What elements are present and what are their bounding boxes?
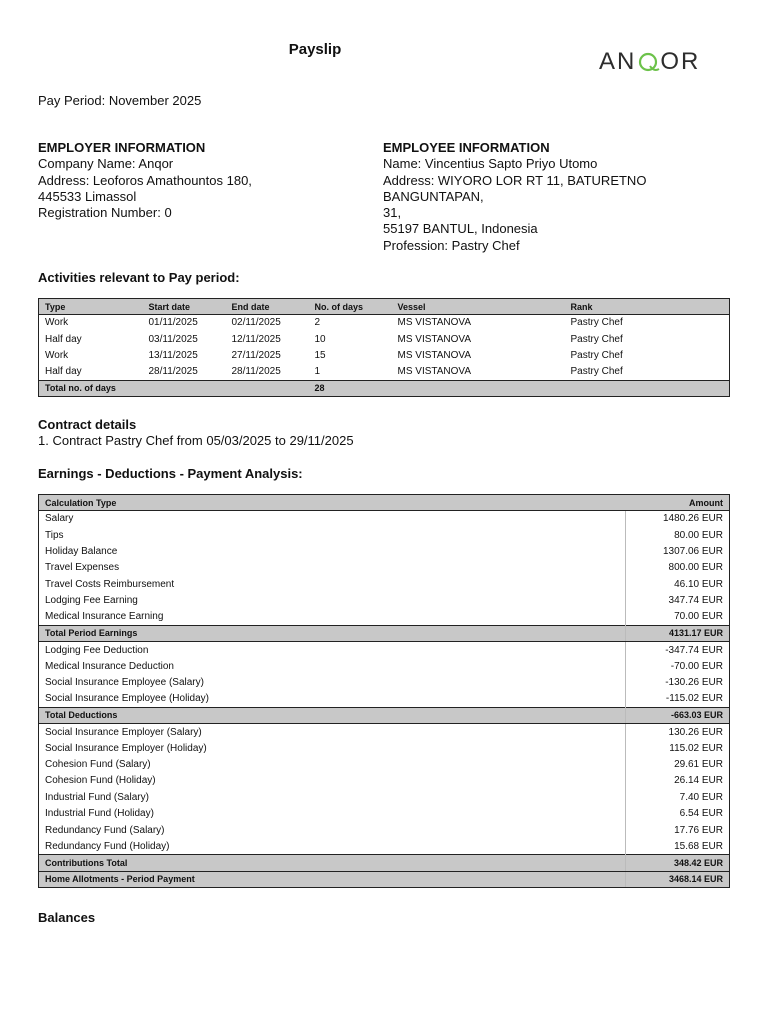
employer-address-line1: Address: Leoforos Amathountos 180, — [38, 172, 252, 188]
col-rank: Rank — [565, 299, 730, 315]
employer-registration-number: Registration Number: 0 — [38, 205, 172, 221]
table-row — [39, 773, 730, 789]
amount: 4131.17 EUR — [626, 625, 730, 641]
cell-rank: Pastry Chef — [570, 366, 623, 378]
table-row — [39, 724, 730, 740]
cell-start-date: 03/11/2025 — [148, 333, 198, 345]
amount: 17.76 EUR — [626, 822, 730, 838]
earnings-header-row — [39, 495, 730, 511]
employee-address-line2: 31, — [383, 205, 402, 221]
page-title: Payslip — [288, 41, 342, 58]
calculation-type: Cohesion Fund (Holiday) — [45, 775, 156, 787]
col-days: No. of days — [309, 299, 392, 315]
calculation-type: Salary — [45, 513, 74, 525]
amount: -347.74 EUR — [626, 642, 730, 658]
cell-start-date: 01/11/2025 — [148, 317, 198, 329]
employee-address-line1: Address: WIYORO LOR RT 11, BATURETNO BANGUNTAPAN, — [383, 172, 647, 204]
calculation-type: Industrial Fund (Salary) — [45, 791, 149, 803]
amount: 800.00 EUR — [626, 560, 730, 576]
amount: 130.26 EUR — [626, 724, 730, 740]
calculation-type: Social Insurance Employer (Salary) — [45, 726, 202, 738]
calculation-type: Industrial Fund (Holiday) — [45, 808, 154, 820]
table-row — [39, 543, 730, 559]
pay-period: Pay Period: November 2025 — [38, 93, 202, 108]
table-row — [39, 609, 730, 625]
cell-start-date: 13/11/2025 — [148, 349, 198, 361]
company-logo — [599, 46, 700, 78]
table-row — [39, 642, 730, 658]
contract-line: 1. Contract Pastry Chef from 05/03/2025 to 29/11/2025 — [38, 433, 354, 448]
table-row — [39, 592, 730, 608]
calculation-type: Social Insurance Employer (Holiday) — [45, 742, 207, 754]
employee-name: Name: Vincentius Sapto Priyo Utomo — [383, 156, 598, 172]
activities-header-row — [39, 299, 730, 315]
table-row — [39, 691, 730, 707]
table-row — [39, 674, 730, 690]
table-row — [39, 331, 730, 347]
col-vessel: Vessel — [392, 299, 565, 315]
col-type: Type — [39, 299, 143, 315]
employee-address-line3: 55197 BANTUL, Indonesia — [383, 221, 538, 237]
calculation-type: Contributions Total — [39, 855, 626, 871]
amount: 1480.26 EUR — [626, 511, 730, 527]
amount: 1307.06 EUR — [626, 543, 730, 559]
activities-total-row — [39, 380, 730, 396]
total-days-label: Total no. of days — [39, 380, 309, 396]
amount: 347.74 EUR — [626, 592, 730, 608]
table-row — [39, 511, 730, 527]
table-row — [39, 527, 730, 543]
calculation-type: Total Period Earnings — [39, 625, 626, 641]
cell-days: 2 — [314, 317, 321, 329]
employer-heading: EMPLOYER INFORMATION — [38, 140, 206, 155]
amount: 15.68 EUR — [626, 838, 730, 854]
contract-heading: Contract details — [38, 417, 137, 432]
total-row — [39, 707, 730, 723]
cell-rank: Pastry Chef — [570, 333, 623, 345]
cell-end-date: 02/11/2025 — [231, 317, 281, 329]
cell-type: Work — [45, 349, 69, 361]
balances-heading: Balances — [38, 910, 96, 925]
table-row — [39, 315, 730, 331]
amount: 348.42 EUR — [626, 855, 730, 871]
amount: 7.40 EUR — [626, 789, 730, 805]
earnings-table — [38, 494, 730, 888]
cell-vessel: MS VISTANOVA — [397, 333, 472, 345]
table-row — [39, 658, 730, 674]
calculation-type: Lodging Fee Deduction — [45, 644, 149, 656]
calculation-type: Holiday Balance — [45, 545, 118, 557]
amount: -115.02 EUR — [626, 691, 730, 707]
table-row — [39, 560, 730, 576]
cell-start-date: 28/11/2025 — [148, 366, 198, 378]
table-row — [39, 789, 730, 805]
logo-q-icon — [638, 52, 658, 72]
logo-text-left: AN — [599, 48, 637, 75]
col-end-date: End date — [226, 299, 309, 315]
cell-type: Half day — [45, 333, 82, 345]
table-row — [39, 806, 730, 822]
amount: 115.02 EUR — [626, 740, 730, 756]
cell-rank: Pastry Chef — [570, 317, 623, 329]
employer-company-name: Company Name: Anqor — [38, 156, 174, 172]
table-row — [39, 364, 730, 380]
total-row — [39, 871, 730, 887]
calculation-type: Travel Costs Reimbursement — [45, 578, 175, 590]
cell-vessel: MS VISTANOVA — [397, 317, 472, 329]
col-amount: Amount — [626, 495, 730, 511]
cell-days: 10 — [314, 333, 326, 345]
cell-vessel: MS VISTANOVA — [397, 366, 472, 378]
table-row — [39, 347, 730, 363]
employer-information — [38, 140, 368, 221]
cell-end-date: 28/11/2025 — [231, 366, 281, 378]
calculation-type: Social Insurance Employee (Salary) — [45, 677, 204, 689]
logo-text-right: OR — [660, 48, 701, 75]
calculation-type: Total Deductions — [39, 707, 626, 723]
activities-heading: Activities relevant to Pay period: — [38, 270, 240, 285]
cell-days: 1 — [314, 366, 321, 378]
amount: 3468.14 EUR — [626, 871, 730, 887]
amount: -70.00 EUR — [626, 658, 730, 674]
table-row — [39, 838, 730, 854]
cell-type: Half day — [45, 366, 82, 378]
total-row — [39, 625, 730, 641]
calculation-type: Tips — [45, 529, 64, 541]
cell-vessel: MS VISTANOVA — [397, 349, 472, 361]
calculation-type: Travel Expenses — [45, 562, 120, 574]
table-row — [39, 756, 730, 772]
calculation-type: Cohesion Fund (Salary) — [45, 759, 151, 771]
employee-information — [383, 140, 743, 254]
amount: 46.10 EUR — [626, 576, 730, 592]
calculation-type: Medical Insurance Earning — [45, 611, 164, 623]
cell-days: 15 — [314, 349, 326, 361]
calculation-type: Redundancy Fund (Holiday) — [45, 840, 170, 852]
table-row — [39, 740, 730, 756]
cell-end-date: 27/11/2025 — [231, 349, 281, 361]
earnings-heading: Earnings - Deductions - Payment Analysis: — [38, 466, 303, 481]
amount: 70.00 EUR — [626, 609, 730, 625]
amount: -130.26 EUR — [626, 674, 730, 690]
amount: 29.61 EUR — [626, 756, 730, 772]
cell-end-date: 12/11/2025 — [231, 333, 281, 345]
table-row — [39, 822, 730, 838]
table-row — [39, 576, 730, 592]
calculation-type: Redundancy Fund (Salary) — [45, 824, 165, 836]
employee-profession: Profession: Pastry Chef — [383, 237, 520, 253]
calculation-type: Social Insurance Employee (Holiday) — [45, 693, 209, 705]
calculation-type: Lodging Fee Earning — [45, 595, 138, 607]
amount: 26.14 EUR — [626, 773, 730, 789]
amount: 80.00 EUR — [626, 527, 730, 543]
amount: -663.03 EUR — [626, 707, 730, 723]
total-days-value: 28 — [309, 380, 392, 396]
col-start-date: Start date — [143, 299, 226, 315]
employer-address-line2: 445533 Limassol — [38, 188, 137, 204]
calculation-type: Home Allotments - Period Payment — [39, 871, 626, 887]
calculation-type: Medical Insurance Deduction — [45, 660, 174, 672]
amount: 6.54 EUR — [626, 806, 730, 822]
col-calculation-type: Calculation Type — [39, 495, 626, 511]
cell-rank: Pastry Chef — [570, 349, 623, 361]
cell-type: Work — [45, 317, 69, 329]
employee-heading: EMPLOYEE INFORMATION — [383, 140, 550, 155]
total-row — [39, 855, 730, 871]
activities-table — [38, 298, 730, 397]
